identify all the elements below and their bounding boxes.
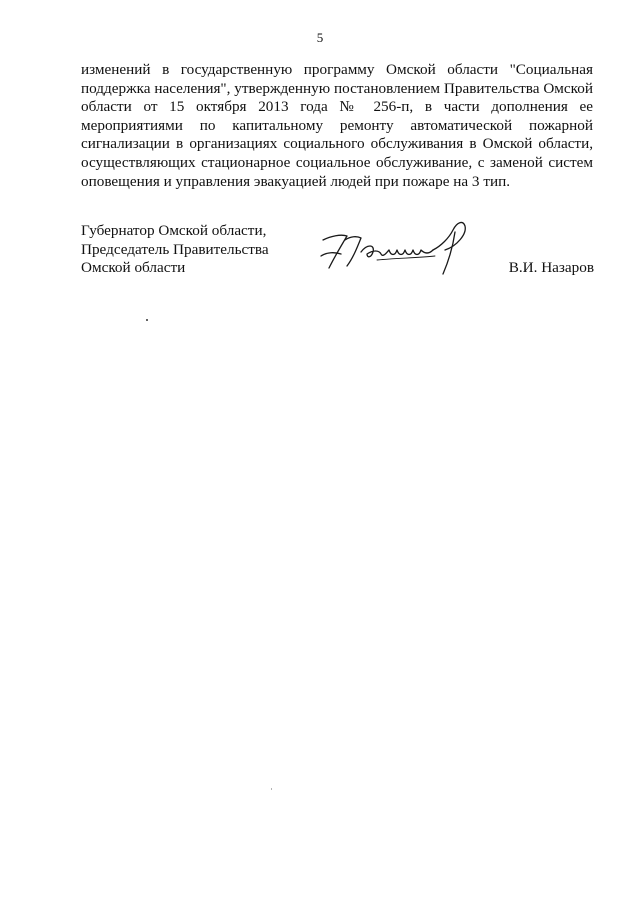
scan-speck	[146, 319, 148, 321]
scan-speck	[271, 788, 272, 790]
signature-block	[81, 222, 601, 292]
signer-title-line-1: Губернатор Омской области,	[81, 222, 267, 239]
body-paragraph: изменений в государственную программу Омской области "Социальная поддержка населения", утвержденную постановлением Правительства Омской области от 15 октября 2013 года № 256-п, в части дополнения ее мероприятиями по капитальному ремонту автоматической пожарной сигнализации в организациях социального обслуживания в Омской области, осуществляющих стационарное социальное обслуживание, с заменой систем оповещения и управления эвакуацией людей при пожаре на 3 тип.	[81, 61, 593, 190]
signer-title-line-2: Председатель Правительства	[81, 240, 269, 258]
handwritten-signature-icon	[317, 216, 487, 280]
signer-name: В.И. Назаров	[508, 259, 594, 276]
signer-title	[81, 222, 269, 278]
signer-title-line-3: Омской области	[81, 259, 186, 277]
page-number: 5	[316, 30, 324, 45]
